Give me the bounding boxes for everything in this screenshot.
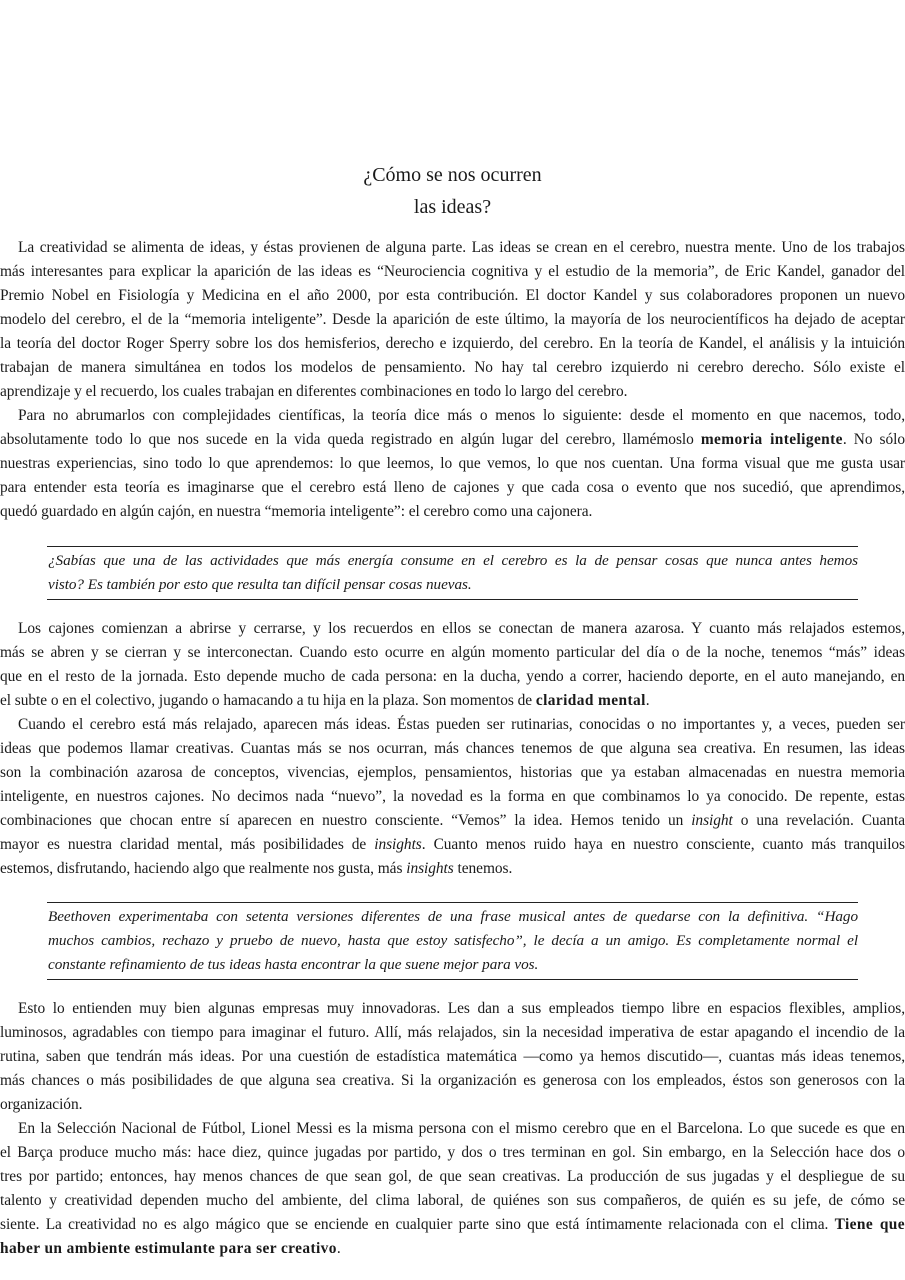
text-line: Los cajones comienzan a abrirse y cerrarse, y los recuerdos en ellos se conectan de manera azarosa. Y cuanto más relajados estemos, bbox=[18, 620, 905, 637]
text-line: para entender esta teoría es imaginarse que el cerebro está lleno de cajones y que cada cosa o evento que nos sucedió, que aprendimos, bbox=[0, 479, 905, 496]
callout-line: constante refinamiento de tus ideas hasta encontrar la que suene mejor para vos. bbox=[48, 956, 539, 973]
callout-line: Beethoven experimentaba con setenta versiones diferentes de una frase musical antes de quedarse con la definitiva. “Hago bbox=[48, 908, 858, 925]
text-line: Premio Nobel en Fisiología y Medicina en el año 2000, por esta contribución. El doctor Kandel y sus colaboradores proponen un nuevo bbox=[0, 287, 905, 304]
italic-insights: insights bbox=[406, 860, 454, 877]
text-line bbox=[0, 809, 905, 833]
text-line: inteligente, en nuestros cajones. No decimos nada “nuevo”, la novedad es la forma en que combinamos lo ya conocido. De repente, estas bbox=[0, 788, 905, 805]
text-segment: absolutamente todo lo que nos sucede en la vida queda registrado en algún lugar del cerebro, llamémoslo bbox=[0, 431, 701, 448]
text-line: rutina, saben que tendrán más ideas. Por una cuestión de estadística matemática —como ya hemos discutido—, cuantas más ideas tenemos, bbox=[0, 1048, 905, 1065]
callout-box-1 bbox=[47, 546, 858, 600]
text-line: En la Selección Nacional de Fútbol, Lionel Messi es la misma persona con el mismo cerebro que en el Barcelona. Lo que sucede es que en bbox=[18, 1120, 905, 1137]
text-segment: tenemos. bbox=[453, 860, 513, 877]
text-line bbox=[0, 1213, 905, 1237]
text-line: Esto lo entienden muy bien algunas empresas muy innovadoras. Les dan a sus empleados tiempo libre en espacios flexibles, amplios, bbox=[18, 1000, 905, 1017]
text-line bbox=[0, 689, 905, 713]
page-title-line-1: ¿Cómo se nos ocurren bbox=[363, 164, 542, 186]
italic-insight: insight bbox=[691, 812, 733, 829]
text-line bbox=[0, 428, 905, 452]
text-line: más chances o más posibilidades de que alguna sea creativa. Si la organización es generosa con los empleados, éstos son generosos con la bbox=[0, 1072, 905, 1089]
paragraph-5 bbox=[0, 997, 905, 1117]
text-line bbox=[0, 1237, 905, 1261]
text-segment: . No sólo bbox=[842, 431, 905, 448]
italic-insights: insights bbox=[374, 836, 422, 853]
text-line: Cuando el cerebro está más relajado, aparecen más ideas. Éstas pueden ser rutinarias, conocidas o no importantes y, a veces, pueden ser bbox=[18, 716, 905, 733]
emphasis-memoria-inteligente: memoria inteligente bbox=[700, 431, 843, 448]
text-line: que en el resto de la jornada. Esto depende mucho de cada persona: en la ducha, yendo a correr, haciendo deporte, en el auto manejando, en bbox=[0, 668, 905, 685]
text-segment: . Cuanto menos ruido haya en nuestro consciente, cuanto más tranquilos bbox=[421, 836, 905, 853]
paragraph-6 bbox=[0, 1117, 905, 1261]
text-segment: estemos, disfrutando, haciendo algo que realmente nos gusta, más bbox=[0, 860, 407, 877]
text-line: organización. bbox=[0, 1096, 83, 1113]
text-line: más interesantes para explicar la aparición de las ideas es “Neurociencia cognitiva y el estudio de la memoria”, de Eric Kandel, ganador del bbox=[0, 263, 905, 280]
paragraph-4 bbox=[0, 713, 905, 881]
callout-box-2 bbox=[47, 902, 858, 980]
text-line: talento y creatividad dependen mucho del ambiente, del clima laboral, de quiénes son sus compañeros, de quién es su jefe, de cómo se bbox=[0, 1192, 905, 1209]
text-segment: el subte o en el colectivo, jugando o hamacando a tu hija en la plaza. Son momentos de bbox=[0, 692, 536, 709]
text-line bbox=[0, 857, 905, 881]
page-title-line-2: las ideas? bbox=[413, 196, 492, 218]
callout-line: muchos cambios, rechazo y pruebo de nuevo, hasta que estoy satisfecho”, le decía a un amigo. Es completamente normal el bbox=[48, 932, 858, 949]
text-segment: mayor es nuestra claridad mental, más posibilidades de bbox=[0, 836, 375, 853]
text-line: quedó guardado en algún cajón, en nuestra “memoria inteligente”: el cerebro como una cajonera. bbox=[0, 503, 593, 520]
text-line bbox=[0, 833, 905, 857]
paragraph-3 bbox=[0, 617, 905, 713]
text-line: luminosos, agradables con tiempo para imaginar el futuro. Allí, más relajados, sin la necesidad imperativa de estar apagando el incendio de la bbox=[0, 1024, 905, 1041]
text-line: Para no abrumarlos con complejidades científicas, la teoría dice más o menos lo siguiente: desde el momento en que nacemos, todo, bbox=[18, 407, 905, 424]
callout-line: ¿Sabías que una de las actividades que más energía consume en el cerebro es la de pensar cosas que nunca antes hemos bbox=[48, 552, 858, 569]
emphasis-ambiente-estimulante: haber un ambiente estimulante para ser creativo bbox=[0, 1240, 337, 1257]
text-line: la teoría del doctor Roger Sperry sobre los dos hemisferios, derecho e izquierdo, del cerebro. En la teoría de Kandel, el análisis y la intuición bbox=[0, 335, 905, 352]
text-line: ideas que podemos llamar creativas. Cuantas más se nos ocurran, más chances tenemos de que alguna sea creativa. En resumen, las ideas bbox=[0, 740, 905, 757]
text-line: nuestras experiencias, sino todo lo que aprendemos: lo que leemos, lo que vemos, lo que nos cuentan. Una forma visual que me gusta usar bbox=[0, 455, 905, 472]
text-line: el Barça produce mucho más: hace diez, quince jugadas por partido, y dos o tres terminan en gol. Sin embargo, en la Selección hace dos o bbox=[0, 1144, 905, 1161]
emphasis-tiene-que: Tiene que bbox=[834, 1216, 905, 1233]
paragraph-1 bbox=[0, 236, 905, 404]
text-segment: siente. La creatividad no es algo mágico que se enciende en cualquier parte sino que está íntimamente relacionada con el clima. bbox=[0, 1216, 835, 1233]
text-segment: combinaciones que chocan entre sí aparecen en nuestro consciente. “Vemos” la idea. Hemos tenido un bbox=[0, 812, 692, 829]
paragraph-2 bbox=[0, 404, 905, 524]
text-line: modelo del cerebro, el de la “memoria inteligente”. Desde la aparición de este último, la mayoría de los neurocientíficos ha dejado de aceptar bbox=[0, 311, 905, 328]
text-line: aprendizaje y el recuerdo, los cuales trabajan en diferentes combinaciones en todo lo largo del cerebro. bbox=[0, 383, 628, 400]
text-line: son la combinación azarosa de conceptos, vivencias, ejemplos, pensamientos, historias que ya estaban almacenadas en nuestra memoria bbox=[0, 764, 905, 781]
text-line: tres por partido; entonces, hay menos chances de que sean gol, de que sean creativas. La producción de sus jugadas y el despliegue de su bbox=[0, 1168, 905, 1185]
text-segment: . bbox=[645, 692, 650, 709]
callout-line: visto? Es también por esto que resulta tan difícil pensar cosas nuevas. bbox=[48, 576, 472, 593]
text-line: La creatividad se alimenta de ideas, y éstas provienen de alguna parte. Las ideas se crean en el cerebro, nuestra mente. Uno de los trabajos bbox=[18, 239, 905, 256]
text-segment: . bbox=[336, 1240, 341, 1257]
text-line: más se abren y se cierran y se interconectan. Cuando esto ocurre en algún momento particular del día o de la noche, tenemos “más” ideas bbox=[0, 644, 905, 661]
text-line: trabajan de manera simultánea en todos los modelos de pensamiento. No hay tal cerebro izquierdo ni cerebro derecho. Sólo existe el bbox=[0, 359, 905, 376]
text-segment: o una revelación. Cuanta bbox=[732, 812, 905, 829]
emphasis-claridad-mental: claridad mental bbox=[535, 692, 646, 709]
